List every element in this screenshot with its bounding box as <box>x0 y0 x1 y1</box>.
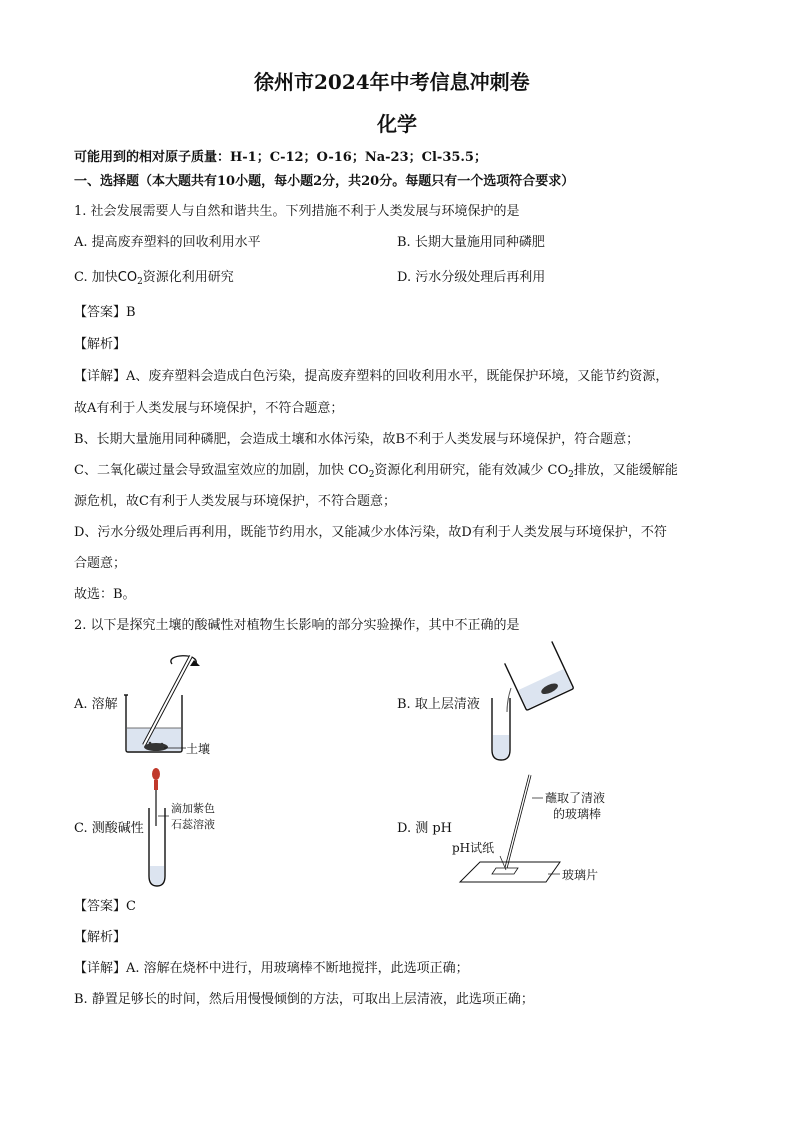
question-2-stem: 2. 以下是探究土壤的酸碱性对植物生长影响的部分实验操作，其中不正确的是 <box>74 618 520 633</box>
q2-option-d: D. 测 pH <box>397 821 453 836</box>
q1-option-c-prefix: C. 加快 <box>74 270 118 285</box>
q1-option-c-suffix: 资源化利用研究 <box>142 270 234 285</box>
co2-formula: CO <box>117 270 138 285</box>
q2-answer: 【答案】C <box>74 899 136 914</box>
co2-subscript: 2 <box>368 470 375 480</box>
q1-detail-line-1: 【详解】A、废弃塑料会造成白色污染，提高废弃塑料的回收利用水平，既能保护环境，又能节约资源， <box>74 369 669 384</box>
litmus-label-1: 滴加紫色 <box>171 802 215 815</box>
figure-dissolve-beaker <box>120 650 250 765</box>
q1-detail-4a: C、二氧化碳过量会导致温室效应的加剧，加快 CO <box>74 463 369 478</box>
litmus-label-2: 石蕊溶液 <box>171 818 215 831</box>
ph-paper-label: pH试纸 <box>452 841 495 855</box>
q2-option-a: A. 溶解 <box>74 697 118 712</box>
q1-choose: 故选：B。 <box>74 587 136 602</box>
q1-detail-line-7: 合题意； <box>74 556 127 571</box>
rod-label-2: 的玻璃棒 <box>553 807 602 821</box>
q1-detail-line-6: D、污水分级处理后再利用，既能节约用水，又能减少水体污染，故D有利于人类发展与环境保护，不符 <box>74 525 667 540</box>
section-heading: 一、选择题（本大题共有10小题，每小题2分，共20分。每题只有一个选项符合要求） <box>74 174 575 189</box>
q2-option-b: B. 取上层清液 <box>397 697 480 712</box>
subject-title: 化学 <box>377 112 417 136</box>
q1-detail-line-5: 源危机，故C有利于人类发展与环境保护，不符合题意； <box>74 494 396 509</box>
q2-detail-line-1: 【详解】A. 溶解在烧杯中进行，用玻璃棒不断地搅拌，此选项正确； <box>74 961 469 976</box>
co2-subscript: 2 <box>137 277 143 287</box>
figure-acid-test <box>145 766 235 891</box>
soil-label: 土壤 <box>186 742 211 756</box>
q2-detail-line-2: B. 静置足够长的时间，然后用慢慢倾倒的方法，可取出上层清液，此选项正确； <box>74 992 534 1007</box>
q1-detail-line-2: 故A有利于人类发展与环境保护，不符合题意； <box>74 401 344 416</box>
glass-slide-label: 玻璃片 <box>562 868 599 882</box>
q1-answer: 【答案】B <box>74 305 136 320</box>
co2-subscript: 2 <box>568 470 574 480</box>
page-title: 徐州市2024年中考信息冲刺卷 <box>254 70 530 94</box>
q1-detail-4e: 排放，又能缓解能 <box>573 463 678 478</box>
figure-ph-test <box>450 770 650 890</box>
question-1-stem: 1. 社会发展需要人与自然和谐共生。下列措施不利于人类发展与环境保护的是 <box>74 204 520 219</box>
q1-analysis-heading: 【解析】 <box>74 337 127 352</box>
q1-detail-line-3: B、长期大量施用同种磷肥，会造成土壤和水体污染，故B不利于人类发展与环境保护，符合题意； <box>74 432 640 447</box>
q2-analysis-heading: 【解析】 <box>74 930 127 945</box>
q1-option-d: D. 污水分级处理后再利用 <box>397 270 546 285</box>
atomic-masses: 可能用到的相对原子质量：H-1；C-12；O-16；Na-23；Cl-35.5； <box>74 150 487 165</box>
q1-option-b: B. 长期大量施用同种磷肥 <box>397 235 545 250</box>
q1-detail-4c: 资源化利用研究，能有效减少 CO <box>374 463 569 478</box>
q1-option-c <box>74 270 234 290</box>
q2-option-c: C. 测酸碱性 <box>74 821 144 836</box>
rod-label-1: 蘸取了清液 <box>545 791 606 805</box>
q1-option-a: A. 提高废弃塑料的回收利用水平 <box>74 235 261 250</box>
figure-pour-supernatant <box>485 640 585 765</box>
q1-detail-line-4 <box>74 463 678 483</box>
